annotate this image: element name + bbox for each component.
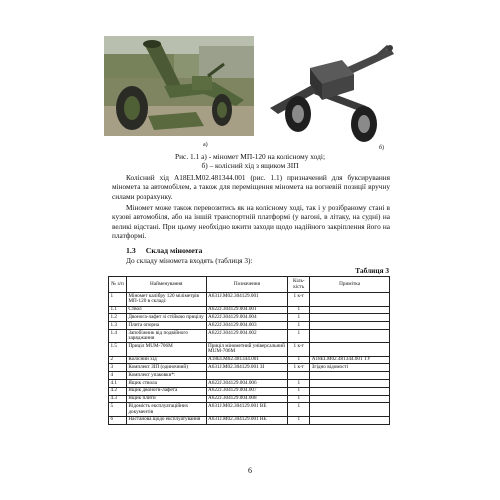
row-name: Плита опорна xyxy=(126,322,206,330)
row-designation: А622J.304129.004.006 xyxy=(206,380,288,388)
table-row xyxy=(109,329,390,342)
row-note xyxy=(310,293,390,306)
table-row xyxy=(109,356,390,364)
paragraph-1-text: Колісний хід А18ЕІ.М02.481344.001 (рис. 1.1) призначений для буксирування міномета за автомобілем, а також для переміщення міномета на вогневій позиції вручну силами розрахунку. xyxy=(112,173,390,201)
row-name: Ящик ствола xyxy=(126,380,206,388)
composition-table xyxy=(108,276,390,425)
row-quantity: 1 к-т xyxy=(288,343,310,356)
chassis-render xyxy=(262,44,412,144)
row-note xyxy=(310,387,390,395)
row-name: Приціл MUM-706M xyxy=(126,343,206,356)
row-name: Ящик плити xyxy=(126,395,206,403)
row-designation: А622J.304129.004.001 xyxy=(206,306,288,314)
row-number: 3 xyxy=(109,364,127,372)
table-row xyxy=(109,395,390,403)
paragraph-transport xyxy=(112,203,390,241)
row-name: Комплект упаковки*: xyxy=(126,372,206,380)
row-name: Відомість експлуатаційних документів xyxy=(126,403,206,416)
row-quantity: 1 xyxy=(288,306,310,314)
row-designation: А631J.М02.304129.001 xyxy=(206,293,288,306)
section-number: 1.3 xyxy=(126,246,136,255)
row-note xyxy=(310,306,390,314)
row-designation xyxy=(206,372,288,380)
row-name: Колісний хід xyxy=(126,356,206,364)
section-title: Склад міномета xyxy=(145,246,203,255)
row-note xyxy=(310,322,390,330)
row-designation: А631J.М02.304129.001 ЗІ xyxy=(206,364,288,372)
row-number: 1.5 xyxy=(109,343,127,356)
row-name: Двонога-лафет зі стійкою прицілу xyxy=(126,314,206,322)
row-quantity xyxy=(288,372,310,380)
row-note xyxy=(310,343,390,356)
table-header-row xyxy=(109,277,390,293)
row-number: 1.4 xyxy=(109,329,127,342)
row-note xyxy=(310,416,390,424)
wheeled-chassis-image xyxy=(262,44,412,144)
row-quantity: 1 xyxy=(288,387,310,395)
row-note: А18ЕІ.М02.481344.001 ТУ xyxy=(310,356,390,364)
row-number: 6 xyxy=(109,416,127,424)
page-number: 6 xyxy=(248,466,252,475)
row-designation: А622J.304129.004.002 xyxy=(206,329,288,342)
section-heading xyxy=(126,246,202,255)
mortar-photo xyxy=(104,36,254,136)
header-quantity: Кіль-кість xyxy=(288,277,310,293)
row-note: Згідно відомості xyxy=(310,364,390,372)
row-quantity: 1 xyxy=(288,314,310,322)
row-designation: А631J.М02.304129.001 НЕ xyxy=(206,416,288,424)
row-name: Ствол xyxy=(126,306,206,314)
row-number: 1.3 xyxy=(109,322,127,330)
row-quantity: 1 к-т xyxy=(288,364,310,372)
paragraph-2-text: Міномет може також перевозитись як на колісному ході, так і у розібраному стані в кузові автомобіля, або на іншій транспортній платформі (у вагоні, в літаку, на судні) на великі відстані. При цьому необхідно вжити заходи щодо надійного закріплення його на платформі. xyxy=(112,203,390,241)
figure-caption-line-1: Рис. 1.1 а) - міномет МП-120 на колісному ході; xyxy=(174,152,325,161)
table-row xyxy=(109,416,390,424)
row-name: Запобіжник від подвійного заряджання xyxy=(126,329,206,342)
row-number: 4.2 xyxy=(109,387,127,395)
row-designation: А622J.304129.004.007 xyxy=(206,387,288,395)
table-row xyxy=(109,364,390,372)
figure-caption-line-2: б) – колісний хід з ящиком ЗІП xyxy=(201,161,299,170)
row-note xyxy=(310,395,390,403)
row-note xyxy=(310,403,390,416)
row-number: 1.1 xyxy=(109,306,127,314)
row-number: 1.2 xyxy=(109,314,127,322)
row-number: 4.3 xyxy=(109,395,127,403)
row-designation: А622J.304129.004.003 xyxy=(206,322,288,330)
mortar-on-wheels-image xyxy=(104,36,254,136)
row-designation: А622J.304129.004.004 xyxy=(206,314,288,322)
header-number: № з/п xyxy=(109,277,127,293)
row-quantity: 1 xyxy=(288,416,310,424)
header-note: Примітка xyxy=(310,277,390,293)
paragraph-wheeled-carriage xyxy=(112,173,390,201)
header-designation: Позначення xyxy=(206,277,288,293)
table-row xyxy=(109,293,390,306)
figure-label-b: б) xyxy=(379,145,385,151)
row-note xyxy=(310,380,390,388)
table-body xyxy=(109,293,390,424)
section-intro: До складу міномета входять (таблиця 3): xyxy=(126,256,253,265)
row-quantity: 1 xyxy=(288,403,310,416)
row-name: Настанова щодо експлуатування xyxy=(126,416,206,424)
table-row xyxy=(109,387,390,395)
row-designation: А18ЕІ.М02.481344.001 xyxy=(206,356,288,364)
row-quantity: 1 xyxy=(288,322,310,330)
table-row xyxy=(109,314,390,322)
row-name: Комплект ЗІП (одиночний) xyxy=(126,364,206,372)
table-row xyxy=(109,306,390,314)
table-row xyxy=(109,372,390,380)
table-row xyxy=(109,403,390,416)
row-name: Міномет калібру 120 міліметрів МП-120 в складі: xyxy=(126,293,206,306)
row-designation: Приціл мінометний універсальний MUM-706M xyxy=(206,343,288,356)
row-quantity: 1 к-т xyxy=(288,293,310,306)
row-name: Ящик двоноги-лафета xyxy=(126,387,206,395)
row-quantity: 1 xyxy=(288,356,310,364)
row-designation: А631J.М02.304129.001 ВЕ xyxy=(206,403,288,416)
row-number: 2 xyxy=(109,356,127,364)
row-quantity: 1 xyxy=(288,380,310,388)
row-designation: А622J.304129.004.008 xyxy=(206,395,288,403)
table-row xyxy=(109,322,390,330)
row-number: 5 xyxy=(109,403,127,416)
row-quantity: 1 xyxy=(288,329,310,342)
row-number: 1 xyxy=(109,293,127,306)
table-title: Таблиця 3 xyxy=(355,266,389,275)
header-name: Найменування xyxy=(126,277,206,293)
row-number: 4.1 xyxy=(109,380,127,388)
figure-label-a: а) xyxy=(203,142,208,148)
table-row xyxy=(109,343,390,356)
row-note xyxy=(310,372,390,380)
row-note xyxy=(310,314,390,322)
row-number: 4 xyxy=(109,372,127,380)
row-note xyxy=(310,329,390,342)
row-quantity: 1 xyxy=(288,395,310,403)
